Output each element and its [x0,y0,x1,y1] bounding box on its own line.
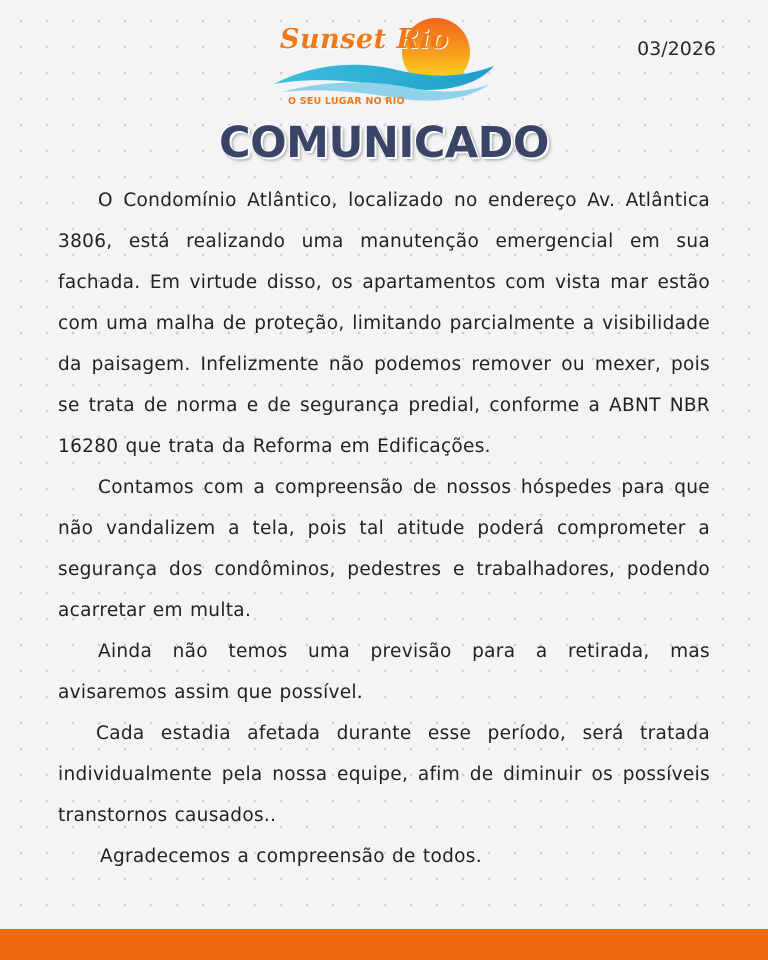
paragraph-maintenance: O Condomínio Atlântico, localizado no endereço Av. Atlântica 3806, está realizando uma manutenção emergencial em sua fachada. Em virtude disso, os apartamentos com vista mar estão com uma malha de proteção, limitando parcialmente a visibilidade da paisagem. Infelizmente não podemos remover ou mexer, pois se trata de norma e de segurança predial, conforme a ABNT NBR 16280 que trata da Reforma em Edificações. [58,190,710,457]
logo-tagline: O SEU LUGAR NO RIO [288,96,405,107]
footer-bar [0,929,768,960]
notice-body [58,180,710,877]
page-title: COMUNICADO [219,118,549,168]
logo-name: Sunset Rio [280,24,449,55]
notice-date: 03/2026 [637,38,716,60]
paragraph-thanks: Agradecemos a compreensão de todos. [100,846,482,867]
paragraph-forecast: Ainda não temos uma previsão para a retirada, mas avisaremos assim que possível. [58,641,710,703]
paragraph-request: Contamos com a compreensão de nossos hóspedes para que não vandalizem a tela, pois tal atitude poderá comprometer a segurança dos condôminos, pedestres e trabalhadores, podendo acarretar em multa. [58,477,710,621]
sunset-rio-logo [272,14,498,114]
paragraph-individual-treatment: Cada estadia afetada durante esse período, será tratada individualmente pela nossa equipe, afim de diminuir os possíveis transtornos causados.. [58,723,710,826]
